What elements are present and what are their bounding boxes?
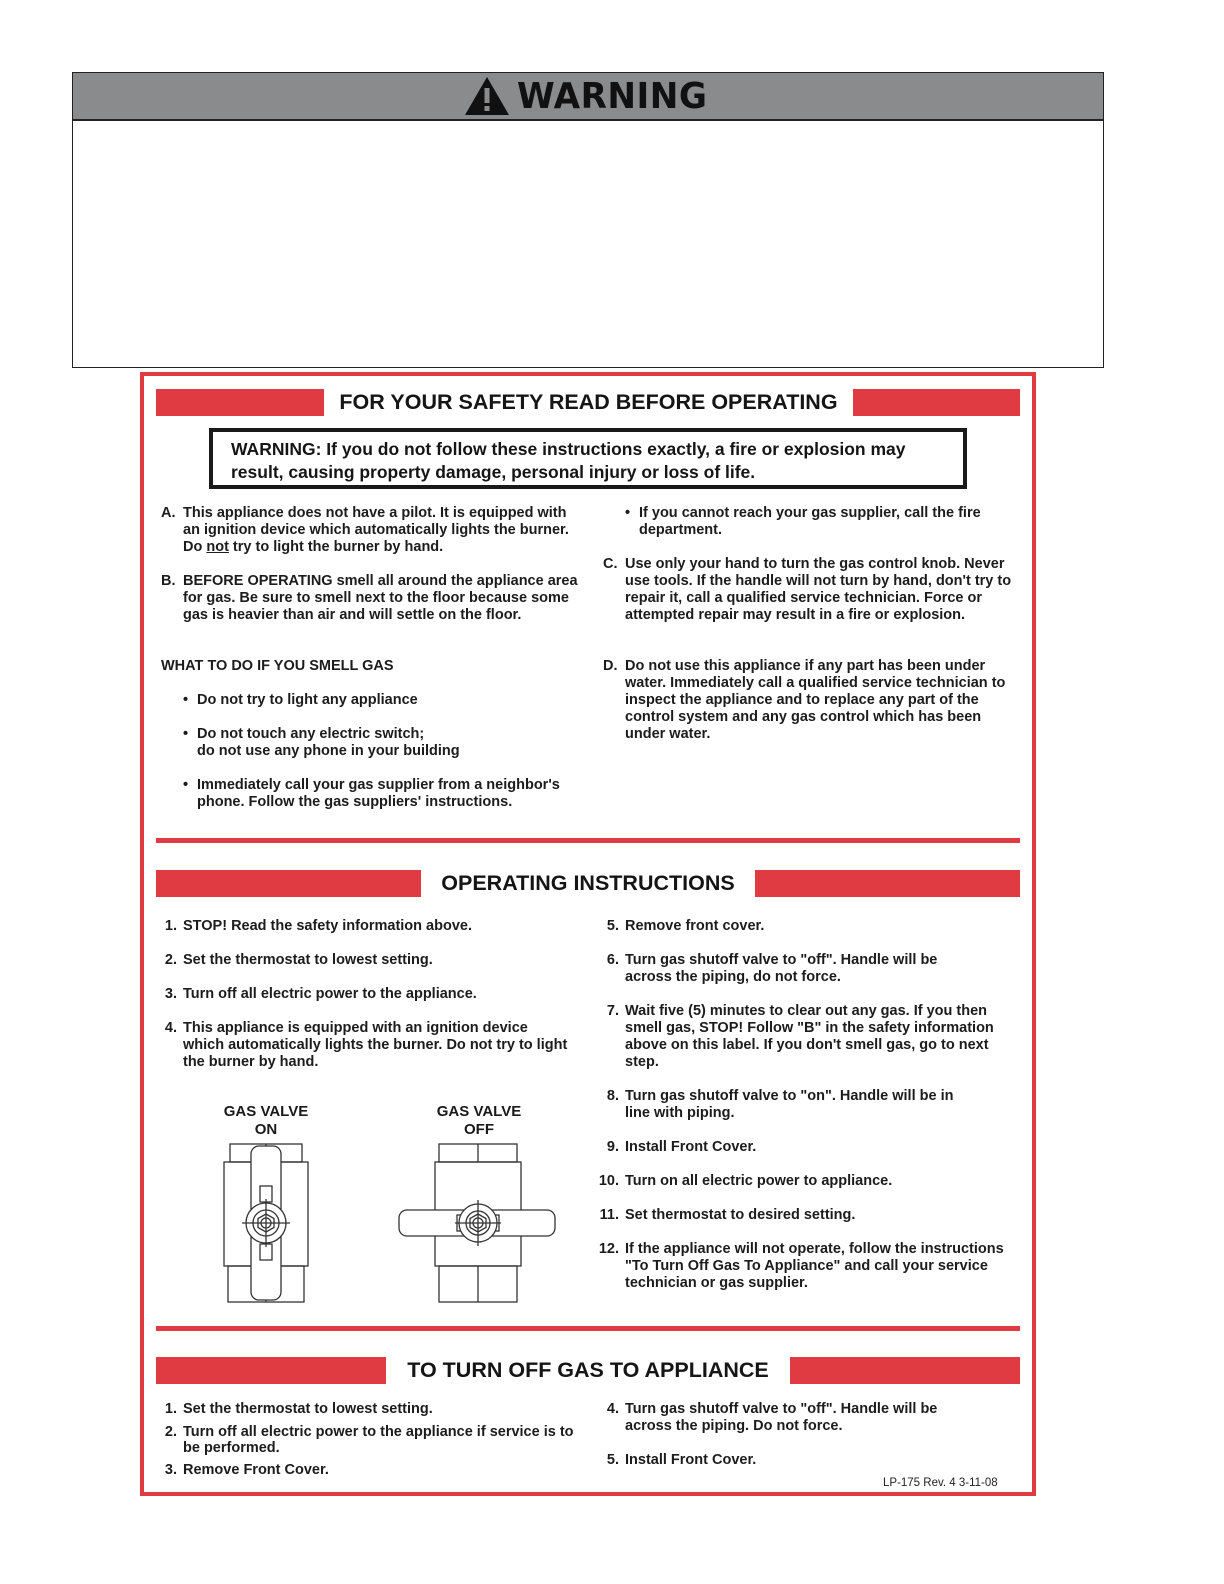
section-divider	[156, 1326, 1020, 1331]
item-d-text: Do not use this appliance if any part has been under water. Immediately call a qualified service technician to inspect the appliance and to replace any part of the control system and any gas control which has been under water.	[625, 658, 1006, 742]
step-text: Remove front cover.	[625, 918, 765, 934]
valve-on-caption	[206, 1103, 326, 1139]
turnoff-section-title: TO TURN OFF GAS TO APPLIANCE	[407, 1358, 769, 1382]
inner-warning-label: WARNING:	[231, 439, 322, 459]
item-a-text-2: try to light the burner by hand.	[228, 539, 444, 555]
step-number: 6.	[606, 952, 619, 968]
gas-valve-off-icon	[397, 1142, 557, 1304]
step-text: If the appliance will not operate, follow the instructions "To Turn Off Gas To Appliance" and call your service technician or gas supplier.	[625, 1241, 1004, 1291]
bullet-3-text: Immediately call your gas supplier from a neighbor's phone. Follow the gas suppliers' instructions.	[197, 777, 560, 810]
valve-on-caption-line-1: GAS VALVE	[223, 1103, 309, 1120]
bullet-dot: •	[625, 505, 631, 521]
step-text: Turn gas shutoff valve to "off". Handle will be across the piping. Do not force.	[625, 1401, 938, 1434]
step-number: 4.	[606, 1401, 619, 1417]
step-text: STOP! Read the safety information above.	[183, 918, 472, 934]
bullet-dot: •	[183, 777, 189, 793]
bullet-dot: •	[183, 692, 189, 708]
step-text: Set thermostat to desired setting.	[625, 1207, 856, 1223]
bullet-dot: •	[183, 726, 189, 742]
step-number: 1.	[164, 1401, 177, 1417]
section-bar-left	[156, 389, 324, 416]
step-text: Turn gas shutoff valve to "on". Handle will be in line with piping.	[625, 1088, 954, 1121]
step-text: Remove Front Cover.	[183, 1462, 329, 1478]
bullet-4-text: If you cannot reach your gas supplier, call the fire department.	[639, 505, 981, 538]
step-number: 8.	[606, 1088, 619, 1104]
step-number: 7.	[606, 1003, 619, 1019]
section-bar-left	[156, 870, 421, 897]
bullet-3	[183, 777, 593, 810]
bullet-2-text	[197, 726, 460, 760]
warning-header	[73, 73, 1103, 121]
item-a-text	[183, 505, 583, 556]
section-bar-right	[755, 870, 1020, 897]
label-footer: LP-175 Rev. 4 3-11-08	[883, 1477, 998, 1489]
item-a-underline: not	[206, 539, 229, 555]
step-number: 12.	[598, 1241, 619, 1257]
step-number: 5.	[606, 918, 619, 934]
warning-triangle-icon	[464, 76, 510, 116]
item-d-label: D.	[603, 658, 618, 674]
inner-warning-text: If you do not follow these instructions exactly, a fire or explosion may result, causing property damage, personal injury or loss of life.	[231, 439, 906, 482]
bullet-2	[183, 726, 583, 759]
step-text: Turn off all electric power to the appliance if service is to be performed.	[183, 1424, 574, 1456]
step-number: 1.	[164, 918, 177, 934]
section-bar-left	[156, 1357, 386, 1384]
safety-section-title: FOR YOUR SAFETY READ BEFORE OPERATING	[339, 390, 838, 414]
step-number: 11.	[599, 1207, 619, 1223]
step-text: Install Front Cover.	[625, 1452, 757, 1468]
step-number: 3.	[164, 986, 177, 1002]
warning-box	[72, 72, 1104, 368]
step-text: This appliance is equipped with an ignition device which automatically lights the burner. Do not try to light the burner by hand.	[183, 1020, 568, 1070]
step-number: 2.	[164, 1424, 177, 1440]
item-b-text: BEFORE OPERATING smell all around the appliance area for gas. Be sure to smell next to the floor because some gas is heavier than air and will settle on the floor.	[183, 573, 578, 623]
step-number: 10.	[598, 1173, 619, 1189]
section-bar-right	[853, 389, 1020, 416]
operating-section-title: OPERATING INSTRUCTIONS	[441, 871, 735, 895]
item-a-label: A.	[161, 505, 176, 521]
step-text: Turn on all electric power to appliance.	[625, 1173, 893, 1189]
inner-warning-box	[209, 428, 967, 489]
valve-off-caption-line-2: OFF	[464, 1121, 494, 1138]
section-bar-right	[790, 1357, 1020, 1384]
step-text: Wait five (5) minutes to clear out any gas. If you then smell gas, STOP! Follow "B" in the safety information above on this label. If you don't smell gas, go to next step.	[625, 1003, 994, 1070]
valve-off-caption	[419, 1103, 539, 1139]
bullet-1	[183, 692, 418, 709]
step-text: Set the thermostat to lowest setting.	[183, 1401, 433, 1417]
bullet-2-line-2: do not use any phone in your building	[197, 743, 460, 759]
item-c-label: C.	[603, 556, 618, 572]
section-divider	[156, 838, 1020, 843]
bullet-2-line-1: Do not touch any electric switch;	[197, 726, 425, 742]
bullet-1-text: Do not try to light any appliance	[197, 692, 418, 708]
step-text: Install Front Cover.	[625, 1139, 757, 1155]
warning-title: WARNING	[516, 75, 708, 117]
valve-off-caption-line-1: GAS VALVE	[436, 1103, 522, 1120]
step-number: 9.	[606, 1139, 619, 1155]
step-text: Turn off all electric power to the appliance.	[183, 986, 477, 1002]
item-c-text: Use only your hand to turn the gas control knob. Never use tools. If the handle will not turn by hand, don't try to repair it, call a qualified service technician. Force or attempted repair may result in a fire or explosion.	[625, 556, 1012, 623]
item-b-label: B.	[161, 573, 176, 589]
step-number: 3.	[164, 1462, 177, 1478]
step-number: 2.	[164, 952, 177, 968]
gas-valve-on-icon	[220, 1142, 312, 1304]
valve-on-caption-line-2: ON	[254, 1121, 278, 1138]
step-number: 4.	[164, 1020, 177, 1036]
item-a-text-1: This appliance does not have a pilot. It is equipped with an ignition device which automatically lights the burner. Do	[183, 505, 569, 555]
step-text: Set the thermostat to lowest setting.	[183, 952, 433, 968]
step-number: 5.	[606, 1452, 619, 1468]
smell-gas-heading: WHAT TO DO IF YOU SMELL GAS	[161, 658, 394, 674]
step-text: Turn gas shutoff valve to "off". Handle will be across the piping, do not force.	[625, 952, 938, 985]
bullet-4	[625, 505, 1025, 538]
